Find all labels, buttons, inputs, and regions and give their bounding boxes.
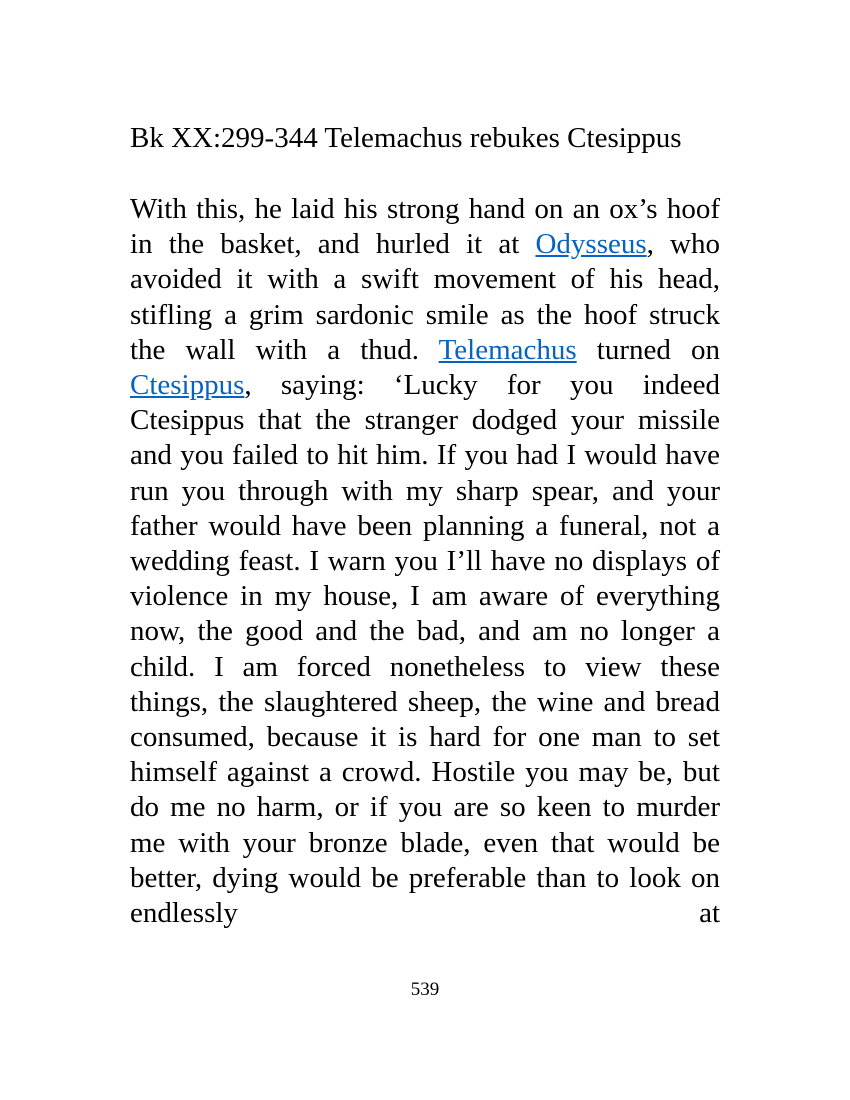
link-telemachus[interactable]: Telemachus — [438, 333, 577, 366]
link-ctesippus[interactable]: Ctesippus — [130, 369, 245, 402]
link-odysseus[interactable]: Odysseus — [535, 228, 647, 261]
paragraph-text-4: , saying: ‘Lucky for you indeed Ctesippus that the stranger dodged your missile and you failed to hit him. If you had I would have run you through with my sharp spear, and your father would have been planning a funeral, not a wedding feast. I warn you I’ll have no displays of violence in my house, I am aware of everything now, the good and the bad, and am no longer a child. I am forced nonetheless to view these things, the slaughtered sheep, the wine and bread consumed, because it is hard for one man to set himself against a crowd. Hostile you may be, but do me no harm, or if you are so keen to murder me with your bronze blade, even that would be better, dying would be preferable than to look on endlessly at — [130, 369, 720, 930]
section-heading: Bk XX:299-344 Telemachus rebukes Ctesippus — [130, 122, 682, 154]
paragraph-text-1: With this, he laid his strong hand on an ox’s hoof in the basket, and hurled it at — [130, 193, 720, 261]
paragraph-text-3: turned on — [576, 333, 720, 366]
page-number: 539 — [410, 979, 440, 1000]
body-paragraph — [130, 192, 720, 931]
paragraph-text-2: , who avoided it with a swift movement of his head, stifling a grim sardonic smile as the hoof struck the wall with a thud. — [130, 228, 720, 366]
